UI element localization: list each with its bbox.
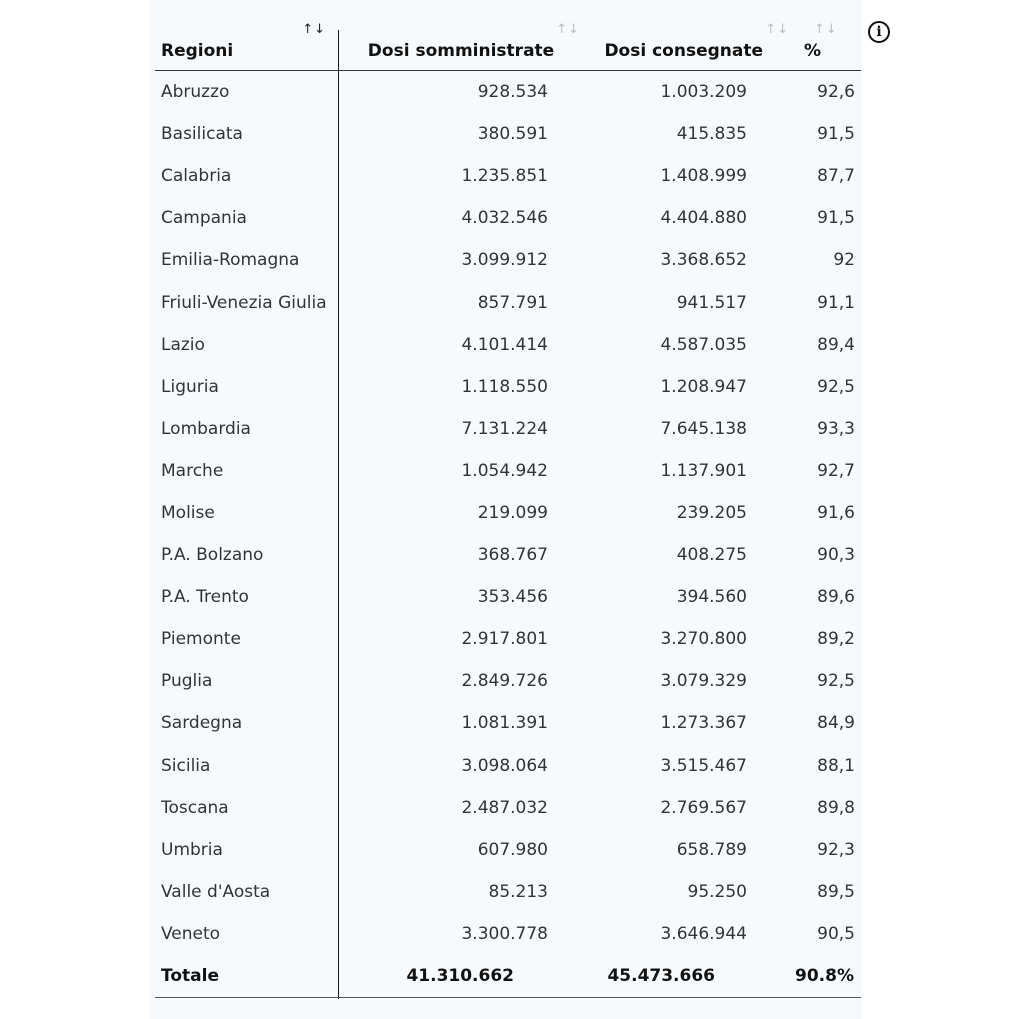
delivered-cell: 394.560 <box>676 587 747 608</box>
table-row <box>155 492 861 534</box>
sort-arrows-icon[interactable]: ↑↓ <box>814 22 838 37</box>
delivered-cell: 658.789 <box>676 839 747 860</box>
delivered-cell: 3.079.329 <box>660 671 747 692</box>
region-cell: Liguria <box>161 376 219 397</box>
region-cell: Veneto <box>161 923 221 944</box>
delivered-cell: 1.208.947 <box>660 376 747 397</box>
administered-cell: 380.591 <box>477 124 548 145</box>
total-administered: 41.310.662 <box>338 955 584 998</box>
header-label: % <box>804 41 822 61</box>
delivered-cell: 941.517 <box>676 292 747 313</box>
total-percent: 90.8% <box>792 955 861 998</box>
delivered-cell: 3.368.652 <box>660 250 747 271</box>
delivered-cell: 239.205 <box>676 502 747 523</box>
region-cell: Emilia-Romagna <box>161 250 300 271</box>
administered-cell: 2.917.801 <box>461 629 548 650</box>
administered-cell: 3.098.064 <box>461 755 548 776</box>
table-row <box>155 324 861 366</box>
table-row <box>155 829 861 871</box>
region-cell: Campania <box>161 208 247 229</box>
delivered-cell: 2.769.567 <box>660 797 747 818</box>
table-row <box>155 702 861 744</box>
table-row <box>155 408 861 450</box>
percent-cell: 91,5 <box>817 124 855 145</box>
vaccine-doses-table <box>155 18 861 998</box>
administered-cell: 1.118.550 <box>461 376 548 397</box>
region-cell: Lazio <box>161 334 205 355</box>
delivered-cell: 3.270.800 <box>660 629 747 650</box>
delivered-cell: 4.404.880 <box>660 208 747 229</box>
table-row <box>155 660 861 702</box>
region-cell: Piemonte <box>161 629 241 650</box>
percent-cell: 89,8 <box>817 797 855 818</box>
percent-cell: 89,4 <box>817 334 855 355</box>
region-cell: Marche <box>161 460 224 481</box>
region-cell: P.A. Bolzano <box>161 545 264 566</box>
header-regioni[interactable] <box>155 18 338 71</box>
percent-cell: 92,5 <box>817 376 855 397</box>
percent-cell: 90,5 <box>817 923 855 944</box>
table-header-row <box>155 18 861 71</box>
percent-cell: 92,6 <box>817 82 855 103</box>
administered-cell: 4.101.414 <box>461 334 548 355</box>
sort-arrows-icon[interactable]: ↑↓ <box>556 22 580 37</box>
percent-cell: 90,3 <box>817 545 855 566</box>
region-cell: P.A. Trento <box>161 587 249 608</box>
table-row <box>155 913 861 955</box>
header-label: Dosi consegnate <box>604 41 763 61</box>
administered-cell: 7.131.224 <box>461 418 548 439</box>
table-row <box>155 366 861 408</box>
delivered-cell: 415.835 <box>676 124 747 145</box>
administered-cell: 2.487.032 <box>461 797 548 818</box>
administered-cell: 219.099 <box>477 502 548 523</box>
region-cell: Basilicata <box>161 124 243 145</box>
info-icon[interactable]: i <box>868 21 890 43</box>
table-row <box>155 871 861 913</box>
percent-cell: 93,3 <box>817 418 855 439</box>
percent-cell: 92 <box>833 250 855 271</box>
table-row <box>155 618 861 660</box>
delivered-cell: 4.587.035 <box>660 334 747 355</box>
delivered-cell: 1.273.367 <box>660 713 747 734</box>
header-percent[interactable] <box>792 18 861 71</box>
region-cell: Abruzzo <box>161 82 230 103</box>
region-cell: Umbria <box>161 839 223 860</box>
percent-cell: 87,7 <box>817 166 855 187</box>
sort-arrows-icon[interactable]: ↑↓ <box>765 22 789 37</box>
delivered-cell: 95.250 <box>687 881 747 902</box>
percent-cell: 84,9 <box>817 713 855 734</box>
delivered-cell: 1.137.901 <box>660 460 747 481</box>
administered-cell: 1.081.391 <box>461 713 548 734</box>
sort-arrows-icon[interactable]: ↑↓ <box>302 22 326 37</box>
table-row <box>155 281 861 323</box>
table-row <box>155 787 861 829</box>
region-cell: Lombardia <box>161 418 251 439</box>
region-cell: Toscana <box>161 797 229 818</box>
region-cell: Calabria <box>161 166 232 187</box>
table-row <box>155 239 861 281</box>
table-row <box>155 576 861 618</box>
percent-cell: 88,1 <box>817 755 855 776</box>
percent-cell: 91,1 <box>817 292 855 313</box>
delivered-cell: 7.645.138 <box>660 418 747 439</box>
region-cell: Valle d'Aosta <box>161 881 271 902</box>
administered-cell: 857.791 <box>477 292 548 313</box>
administered-cell: 353.456 <box>477 587 548 608</box>
header-label: Regioni <box>161 41 234 61</box>
percent-cell: 91,6 <box>817 502 855 523</box>
table-body <box>155 71 861 955</box>
table-row <box>155 155 861 197</box>
percent-cell: 89,6 <box>817 587 855 608</box>
table-row <box>155 450 861 492</box>
total-label: Totale <box>155 955 338 998</box>
total-row <box>155 955 861 998</box>
region-cell: Molise <box>161 502 215 523</box>
table-row <box>155 534 861 576</box>
administered-cell: 2.849.726 <box>461 671 548 692</box>
header-dosi-consegnate[interactable] <box>584 18 792 71</box>
table-row <box>155 745 861 787</box>
administered-cell: 1.235.851 <box>461 166 548 187</box>
administered-cell: 607.980 <box>477 839 548 860</box>
header-label: Dosi somministrate <box>367 41 555 61</box>
delivered-cell: 1.408.999 <box>660 166 747 187</box>
header-dosi-somministrate[interactable] <box>338 18 584 71</box>
administered-cell: 4.032.546 <box>461 208 548 229</box>
percent-cell: 89,5 <box>817 881 855 902</box>
administered-cell: 3.300.778 <box>461 923 548 944</box>
table-row <box>155 113 861 155</box>
administered-cell: 3.099.912 <box>461 250 548 271</box>
region-cell: Sardegna <box>161 713 243 734</box>
delivered-cell: 3.646.944 <box>660 923 747 944</box>
delivered-cell: 1.003.209 <box>660 82 747 103</box>
region-cell: Puglia <box>161 671 213 692</box>
administered-cell: 928.534 <box>477 82 548 103</box>
administered-cell: 368.767 <box>477 545 548 566</box>
administered-cell: 1.054.942 <box>461 460 548 481</box>
table-row <box>155 197 861 239</box>
region-cell: Friuli-Venezia Giulia <box>161 292 327 313</box>
total-delivered: 45.473.666 <box>584 955 792 998</box>
delivered-cell: 3.515.467 <box>660 755 747 776</box>
percent-cell: 92,5 <box>817 671 855 692</box>
percent-cell: 92,3 <box>817 839 855 860</box>
delivered-cell: 408.275 <box>676 545 747 566</box>
percent-cell: 89,2 <box>817 629 855 650</box>
percent-cell: 91,5 <box>817 208 855 229</box>
table-row <box>155 71 861 114</box>
percent-cell: 92,7 <box>817 460 855 481</box>
administered-cell: 85.213 <box>488 881 548 902</box>
region-cell: Sicilia <box>161 755 211 776</box>
